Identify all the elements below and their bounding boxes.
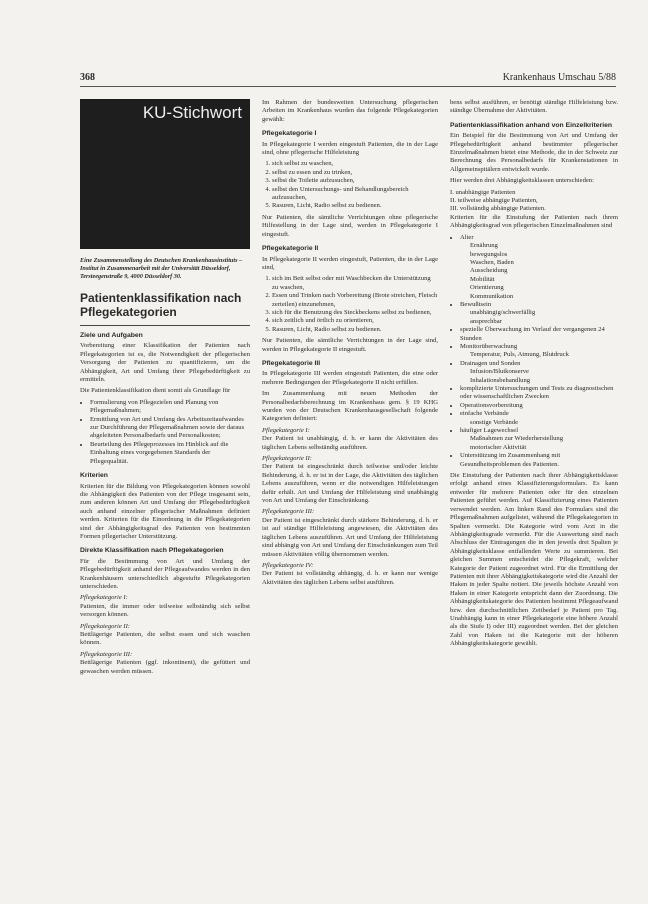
category-label: Pflegekategorie III: xyxy=(262,508,315,516)
list-item: 2. selbst zu essen und zu trinken, xyxy=(272,169,438,177)
paragraph: Nur Patienten, die sämtliche Verrichtungen ohne pflegerische Hilfestellung in der Lage sind, werden in Pflegekategorie I eingestuft. xyxy=(262,213,438,238)
criterion-item xyxy=(460,343,618,360)
criterion-item xyxy=(460,452,618,469)
class-list xyxy=(450,189,618,214)
page-number: 368 xyxy=(80,72,95,83)
paragraph: Im Rahmen der bundesweiten Untersuchung pflegerischen Arbeiten im Krankenhaus wurden das folgende Pflegekategorien gewählt: xyxy=(262,99,438,123)
paragraph: Kriterien für die Bildung von Pflegekategorien können sowohl die Abhängigkeit des Patienten von der Pflege insgesamt sein, zum anderen können Art und Umfang der Pflegebedürftigkeit auch anhand einzelner pflegerischer Maßnahmen definiert werden. Kriterien für die Einordnung in die Pflegekategorien sind der Abhängigkeitsgrad des Patienten von bestimmten Formen pflegerischer Unterstützung. xyxy=(80,482,250,540)
paragraph: bens selbst ausführen, er benötigt ständige Hilfeleistung bzw. ständige Übernahme der Aktivitäten. xyxy=(450,99,618,115)
column-3 xyxy=(450,99,618,652)
category-text: Der Patient ist eingeschränkt durch teilweise und/oder leichte Behinderung, d. h. er ist in der Lage, die Aktivitäten des täglichen Lebens auszuführen, wenn er die notwendigen Hilfeleistungen dafür erhält. Art und Umfang der Hilfeleistung sind unabhängig von Art und Umfang der Einschränkung. xyxy=(262,463,438,505)
criterion-item xyxy=(460,234,618,301)
paragraph: Im Zusammenhang mit neuen Methoden der Personalbedarfsberechnung im Krankenhaus gem. § 19 KHG wurden von der Deutschen Krankenhausgesellschaft folgende Kategorien definiert: xyxy=(262,390,438,423)
criterion-sub: unabhängig/schwerfällig xyxy=(470,309,536,317)
heading-ziele: Ziele und Aufgaben xyxy=(80,332,143,339)
category-text: Patienten, die immer oder teilweise selbständig sich selbst versorgen können. xyxy=(80,602,250,619)
list-item: 3. sich für die Benutzung des Steckbeckens selbst zu bedienen, xyxy=(272,309,438,317)
criterion-sub: Waschen, Baden xyxy=(470,258,514,266)
criterion-sub: motorischer Aktivität xyxy=(470,443,527,451)
criterion-sub: Temperatur, Puls, Atmung, Blutdruck xyxy=(470,351,569,359)
paragraph: Nur Patienten, die sämtliche Verrichtungen in der Lage sind, werden in Pflegekategorie II eingestuft. xyxy=(262,337,438,353)
criterion-sub: ansprechbar xyxy=(470,317,502,325)
criterion-sub: bewegungslos xyxy=(470,250,508,258)
heading-kriterien: Kriterien xyxy=(80,472,108,480)
category-label: Pflegekategorie III: xyxy=(80,650,133,658)
category-label: Pflegekategorie I: xyxy=(80,594,128,602)
category-text: Der Patient ist eingeschränkt durch stärkere Behinderung, d. h. er ist auf ständige Hilfeleistung angewiesen, die Aktivitäten des täglichen Lebens auszuführen. Art und Umfang der Hilfeleistung sind abhängig von Art und Umfang der Einschränkungen zum Teil müssen Aktivitäten völlig übernommen werden. xyxy=(262,516,438,558)
criterion-main: einfache Verbände xyxy=(460,410,509,418)
column-1 xyxy=(80,99,250,679)
running-header xyxy=(80,72,616,86)
list-item: I. unabhängige Patienten xyxy=(450,188,516,196)
category-label: Pflegekategorie I: xyxy=(262,426,310,434)
category-text: Der Patient ist unabhängig, d. h. er kann die Aktivitäten des täglichen Lebens selbständig ausführen. xyxy=(262,435,438,451)
paragraph: Die Patientenklassifikation dient somit als Grundlage für xyxy=(80,387,231,395)
aims-list xyxy=(80,399,250,466)
paragraph: Die Einstufung der Patienten nach ihrer Abhängigkeitsklasse erfolgt anhand eines Klassifizierungsformulars. Es kann entweder für mehrere Patienten oder für den einzelnen Patienten geführt werden. Auf Klassifizierung eines Patienten verwendet werden. Am linken Rand des Formulars sind die Pflegemaßnahmen aufgelistet, während die Pflegekategorien in Spalten vermerkt. Die Kategorie wird vom Arzt in die Abhängigkeitsgrade vermerkt. Für die Auswertung sind nach Abschluss der Eintragungen die in den jeweils drei Spalten je Abhängigkeitsklasse entfallenden Werte zu summieren. Bei gleichen Summen entscheidet die Pflegekraft, welcher Kategorie der Patient zugeordnet wird. Für die Ermittlung der Patienten mit ihrer Abhängigkeitskategorie wird die Anzahl der Haken in jeder Spalte notiert. Die jeweils höchste Anzahl von Haken in einer Kategorie entspricht dann der Zuordnung. Die Abhängigkeitskategorie des Patienten bestimmt Pflegeaufwand bzw. den durchschnittlichen Zeitbedarf je Patient pro Tag. Unabhängig kann in einer Pflegekategorie eine höhere Anzahl als die Stufe I) oder III) zugeordnet werden. Bei der gleichen Zahl von Haken ist die Kategorie mit der höheren Abhängigkeitskategorie gewählt. xyxy=(450,472,618,648)
criterion-main: häufiger Lagewechsel xyxy=(460,427,519,435)
list-item: III. vollständig abhängige Patienten. xyxy=(450,205,546,213)
criterion-item xyxy=(460,427,618,452)
stichwort-box xyxy=(80,99,250,249)
column-2 xyxy=(262,99,438,590)
criterion-sub: Kommunikation xyxy=(470,292,514,300)
criterion-sub: sonstige Verbände xyxy=(470,418,519,426)
criterion-sub: Maßnahmen zur Wiederherstellung xyxy=(470,435,563,443)
criterion-item xyxy=(460,360,618,385)
criterion-main: spezielle Überwachung im Verlauf der vergangenen 24 Stunden xyxy=(460,326,605,342)
kat2-list xyxy=(262,275,438,334)
criterion-item xyxy=(460,410,618,427)
criterion-item xyxy=(460,326,618,343)
criterion-main: Monitorüberwachung xyxy=(460,342,518,350)
criterion-sub: Ernährung xyxy=(470,242,498,250)
paragraph: Ein Beispiel für die Bestimmung von Art und Umfang der Pflegebedürftigkeit anhand bestimmter pflegerischer Einzelmaßnahmen bietet eine Methode, die in der Schweiz zur Berechnung des Personalbedarfs für Krankenstationen in Allgemeinspitälern entwickelt wurde. xyxy=(450,132,618,173)
heading-kat3: Pflegekategorie III xyxy=(262,359,321,367)
journal-name: Krankenhaus Umschau 5/88 xyxy=(502,72,616,83)
list-item: 1. sich im Bett selbst oder mit Waschbecken die Unterstützung zu waschen, xyxy=(272,275,438,292)
list-item: 2. Essen und Trinken nach Vorbereitung (Brote streichen, Fleisch zerteilen) einzunehmen, xyxy=(272,292,438,309)
category-text: Der Patient ist vollständig abhängig, d. h. er kann nur wenige Aktivitäten des täglichen Lebens selbst ausführen. xyxy=(262,570,438,586)
criterion-main: komplizierte Untersuchungen und Tests zu diagnostischen oder wissenschaftlichen Zwecken xyxy=(460,385,614,401)
paragraph: Vorbereitung einer Klassifikation der Patienten nach Pflegekategorien ist es, die Notwendigkeit der pflegerischen Versorgung der Patienten zu quantifizieren, um die Abhängigkeit, Art und Umfang ihrer Pflegebedürftigkeit zu ermitteln. xyxy=(80,342,250,384)
list-item: • Ermittlung von Art und Umfang des Arbeitszeitaufwandes zur Durchführung der Pflegemaßnahmen sowie der daraus abgeleiteten Personalbedarfs und Personalkosten; xyxy=(90,416,250,441)
heading-einzelkriterien: Patientenklassifikation anhand von Einzelkriterien xyxy=(450,121,613,129)
category-text: Bettlägerige Patienten (ggf. inkontinent), die gefüttert und gewaschen werden müssen. xyxy=(80,659,250,675)
paragraph: In Pflegekategorie III werden eingestuft Patienten, die eine oder mehrere Bedingungen der Pflegekategorie II nicht erfüllen. xyxy=(262,370,438,386)
criterion-main: Bewußtsein xyxy=(460,300,492,308)
category-text: Bettlägerige Patienten, die selbst essen und sich waschen können. xyxy=(80,631,250,647)
list-item: II. teilweise abhängige Patienten, xyxy=(450,197,538,205)
header-rule xyxy=(80,86,616,87)
category-label: Pflegekategorie II: xyxy=(80,622,130,630)
stichwort-title: KU-Stichwort xyxy=(142,103,242,122)
paragraph: In Pflegekategorie I werden eingestuft Patienten, die in der Lage sind, ohne pflegerische Hilfeleistung xyxy=(262,140,438,157)
category-label: Pflegekategorie IV: xyxy=(262,561,314,569)
criterion-sub: Ausscheidung xyxy=(470,267,508,275)
title-rule xyxy=(80,325,250,326)
criterion-item xyxy=(460,402,618,410)
criteria-list xyxy=(450,234,618,469)
paragraph: Kriterien für die Einstufung der Patienten nach ihrem Abhängigkeitsgrad von pflegerischen Einzelmaßnahmen sind xyxy=(450,213,618,230)
criterion-main: Unterstützung im Zusammenhang mit Gesundheitsproblemen des Patienten. xyxy=(460,452,561,468)
list-item: 4. sich zeitlich und örtlich zu orientieren, xyxy=(272,317,438,325)
kat1-list xyxy=(262,160,438,210)
list-item: 1. sich selbst zu waschen, xyxy=(272,160,438,168)
list-item: 4. selbst den Untersuchungs- und Behandlungsbereich aufzusuchen, xyxy=(272,186,438,203)
paragraph: Für die Bestimmung von Art und Umfang der Pflegebedürftigkeit anhand der Pflegeaufwandes werden in den Krankenhäusern unterschiedlich abgestufte Pflegekategorien unterschieden. xyxy=(80,557,250,590)
heading-kat1: Pflegekategorie I xyxy=(262,130,317,138)
list-item: 5. Rasuren, Licht, Radio selbst zu bedienen. xyxy=(272,326,438,334)
list-item: • Formulierung von Pflegezielen und Planung von Pflegemaßnahmen; xyxy=(90,399,250,416)
criterion-sub: Inhalationsbehandlung xyxy=(470,376,531,384)
paragraph: In Pflegekategorie II werden eingestuft, Patienten, die in der Lage sind, xyxy=(262,255,438,271)
criterion-main: Drainagen und Sonden xyxy=(460,359,521,367)
heading-kat2: Pflegekategorie II xyxy=(262,245,319,253)
criterion-sub: Infusion/Blutkonserve xyxy=(470,368,529,376)
criterion-item xyxy=(460,301,618,326)
category-label: Pflegekategorie II: xyxy=(262,455,312,463)
list-item: 3. selbst die Toilette aufzusuchen, xyxy=(272,177,438,185)
list-item: 5. Rasuren, Licht, Radio selbst zu bedienen. xyxy=(272,202,438,210)
criterion-sub: Mobilität xyxy=(470,275,495,283)
heading-direkt: Direkte Klassifikation nach Pflegekategorien xyxy=(80,547,224,555)
list-item: • Beurteilung des Pflegeprozesses im Hinblick auf die Einhaltung eines vorgegebenen Standards der Pflegequalität. xyxy=(90,441,250,466)
criterion-main: Alter xyxy=(460,233,474,241)
criterion-main: Operationsvorbereitung xyxy=(460,401,523,409)
credit-note: Eine Zusammenstellung des Deutschen Krankenhausinstituts – Institut in Zusammenarbeit mit der Universität Düsseldorf, Tersteegenstraße 9, 4000 Düsseldorf 30. xyxy=(80,257,243,280)
criterion-sub: Orientierung xyxy=(470,284,504,292)
criterion-item xyxy=(460,385,618,402)
article-title: Patientenklassifikation nach Pflegekategorien xyxy=(80,291,242,319)
paragraph: Hier werden drei Abhängigkeitsklassen unterschieden: xyxy=(450,177,594,185)
